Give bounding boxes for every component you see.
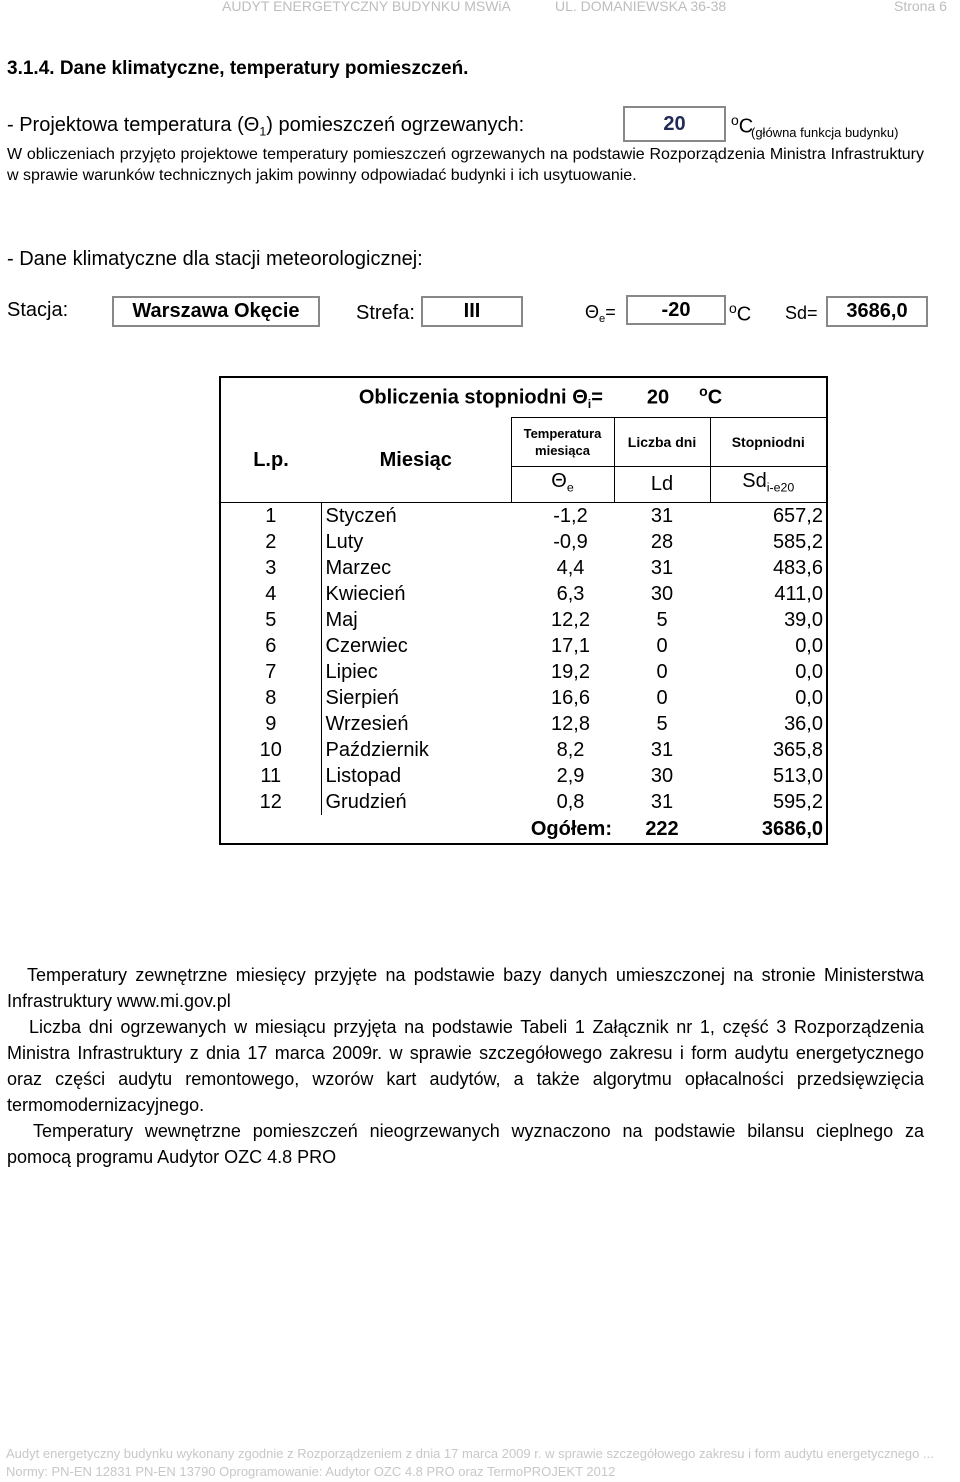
row-month: Luty (321, 529, 511, 555)
row-month: Grudzień (321, 789, 511, 815)
degree-days-title: Obliczenia stopniodni $\Theta_i= 20$ $^o$C (358, 383, 723, 412)
row-lp: 7 (220, 659, 321, 685)
row-temp: 16,6 (551, 686, 590, 709)
row-temp: 2,9 (556, 764, 585, 787)
row-lp: 12 (220, 789, 321, 815)
row-temp: 6,3 (556, 582, 585, 605)
row-sd: 483,6 (710, 555, 827, 581)
header-title: AUDYT ENERGETYCZNY BUDYNKU MSWiA (222, 0, 511, 14)
header-address: UL. DOMANIEWSKA 36-38 (555, 0, 727, 14)
table-row (220, 633, 827, 659)
station-label: Stacja: (7, 299, 69, 321)
row-sd: 365,8 (710, 737, 827, 763)
row-days: 28 (650, 530, 674, 553)
row-days: 0 (656, 686, 668, 709)
col-header-sd: Stopniodni (710, 418, 827, 467)
design-temp-note: (główna funkcja budynku) (751, 125, 899, 140)
row-lp: 10 (220, 737, 321, 763)
climate-heading: - Dane klimatyczne dla stacji meteorologicznej: (7, 248, 423, 270)
row-temp: 12,2 (551, 608, 590, 631)
table-row (220, 607, 827, 633)
total-sd: 3686,0 (710, 815, 827, 844)
design-temp-unit: $^o$C (731, 112, 754, 138)
row-sd: 36,0 (710, 711, 827, 737)
row-lp: 1 (220, 502, 321, 529)
section-title: 3.1.4. Dane klimatyczne, temperatury pomieszczeń. (7, 58, 469, 79)
sd-label: Sd= (785, 303, 818, 323)
page-number: Strona 6 (894, 0, 947, 14)
row-sd: 513,0 (710, 763, 827, 789)
table-row (220, 659, 827, 685)
row-sd: 39,0 (710, 607, 827, 633)
row-sd: 585,2 (710, 529, 827, 555)
row-lp: 9 (220, 711, 321, 737)
design-temp-value-box: 20 (623, 106, 726, 142)
outdoor-temp-unit: $^o$C (729, 300, 752, 326)
row-month: Listopad (321, 763, 511, 789)
row-sd: 657,2 (710, 502, 827, 529)
row-temp: 12,8 (551, 712, 590, 735)
zone-label: Strefa: (356, 302, 415, 324)
row-month: Sierpień (321, 685, 511, 711)
col-header-month: Miesiąc (379, 448, 452, 471)
row-days: 0 (656, 660, 668, 683)
total-label: Ogółem: (511, 815, 614, 844)
row-month: Marzec (321, 555, 511, 581)
total-days: 222 (614, 815, 710, 844)
row-temp: 4,4 (556, 556, 585, 579)
row-sd: 595,2 (710, 789, 827, 815)
table-row (220, 737, 827, 763)
outdoor-temp-label: $\Theta_e=$ (585, 302, 616, 325)
row-month: Maj (321, 607, 511, 633)
row-sd: 0,0 (710, 659, 827, 685)
row-days: 31 (650, 556, 674, 579)
row-sd: 0,0 (710, 633, 827, 659)
footer-line-1: Audyt energetyczny budynku wykonany zgodnie z Rozporządzeniem z dnia 17 marca 2009 r. w sprawie szczegółowego zakresu i form audytu energetycznego ... (6, 1446, 934, 1461)
row-lp: 3 (220, 555, 321, 581)
note-internal-temps: Temperatury wewnętrzne pomieszczeń nieogrzewanych wyznaczono na podstawie bilansu cieplnego za pomocą programu Audytor OZC 4.8 PRO (7, 1121, 924, 1167)
col-header-lp: L.p. (220, 418, 321, 503)
table-row (220, 789, 827, 815)
table-row (220, 581, 827, 607)
row-lp: 4 (220, 581, 321, 607)
table-row (220, 555, 827, 581)
row-temp: -1,2 (511, 502, 614, 529)
table-row (220, 685, 827, 711)
degree-days-table (219, 376, 828, 845)
row-month: Wrzesień (321, 711, 511, 737)
row-temp: 0,8 (556, 790, 585, 813)
col-symbol-days: Ld (614, 467, 710, 502)
note-temperature-source: Temperatury zewnętrzne miesięcy przyjęte na podstawie bazy danych umieszczonej na stronie Ministerstwa Infrastruktury www.mi.gov.pl (7, 965, 924, 1011)
row-days: 31 (650, 738, 674, 761)
row-month: Czerwiec (321, 633, 511, 659)
row-month: Kwiecień (321, 581, 511, 607)
intro-paragraph: W obliczeniach przyjęto projektowe temperatury pomieszczeń ogrzewanych na podstawie Rozporządzenia Ministra Infrastruktury w sprawie warunków technicznych jakim powinny odpowiadać budynki i ich usytuowanie. (7, 146, 924, 184)
row-month: Styczeń (321, 502, 511, 529)
col-header-days: Liczba dni (614, 418, 710, 467)
row-lp: 6 (220, 633, 321, 659)
sd-value-box: 3686,0 (826, 296, 928, 327)
row-days: 30 (650, 764, 674, 787)
row-temp: -0,9 (553, 530, 588, 553)
col-symbol-sd: $Sd_{i-e20}$ (710, 467, 827, 502)
row-lp: 5 (220, 607, 321, 633)
row-lp: 2 (220, 529, 321, 555)
row-temp: 17,1 (551, 634, 590, 657)
table-row (220, 502, 827, 529)
row-lp: 11 (220, 763, 321, 789)
row-temp: 8,2 (556, 738, 585, 761)
row-lp: 8 (220, 685, 321, 711)
note-heating-days: Liczba dni ogrzewanych w miesiącu przyjęta na podstawie Tabeli 1 Załącznik nr 1, część 3 Rozporządzenia Ministra Infrastruktury z dnia 17 marca 2009r. w sprawie szczegółowego zakresu i form audytu energetycznego oraz części audytu remontowego, wzorów kart audytów, a także algorytmu opłacalności przedsięwzięcia termomodernizacyjnego. (7, 1017, 924, 1115)
row-days: 5 (656, 712, 668, 735)
col-symbol-temp: $\Theta_e$ (511, 467, 614, 502)
row-month: Październik (321, 737, 511, 763)
station-value-box: Warszawa Okęcie (112, 296, 320, 327)
row-days: 31 (614, 502, 710, 529)
zone-value-box: III (421, 296, 523, 327)
col-header-temp: Temperatura miesiąca (511, 418, 614, 467)
row-days: 30 (650, 582, 674, 605)
row-sd: 411,0 (710, 581, 827, 607)
row-temp: 19,2 (551, 660, 590, 683)
table-row (220, 711, 827, 737)
footer-line-2: Normy: PN-EN 12831 PN-EN 13790 Oprogramowanie: Audytor OZC 4.8 PRO oraz TermoPROJEKT 2012 (6, 1464, 616, 1479)
row-days: 31 (650, 790, 674, 813)
table-row (220, 763, 827, 789)
row-days: 5 (656, 608, 668, 631)
row-sd: 0,0 (710, 685, 827, 711)
outdoor-temp-value-box: -20 (626, 295, 726, 325)
row-days: 0 (656, 634, 668, 657)
table-row (220, 529, 827, 555)
row-month: Lipiec (321, 659, 511, 685)
design-temp-label: - Projektowa temperatura $(\Theta_1)$ pomieszczeń ogrzewanych: (7, 114, 525, 139)
